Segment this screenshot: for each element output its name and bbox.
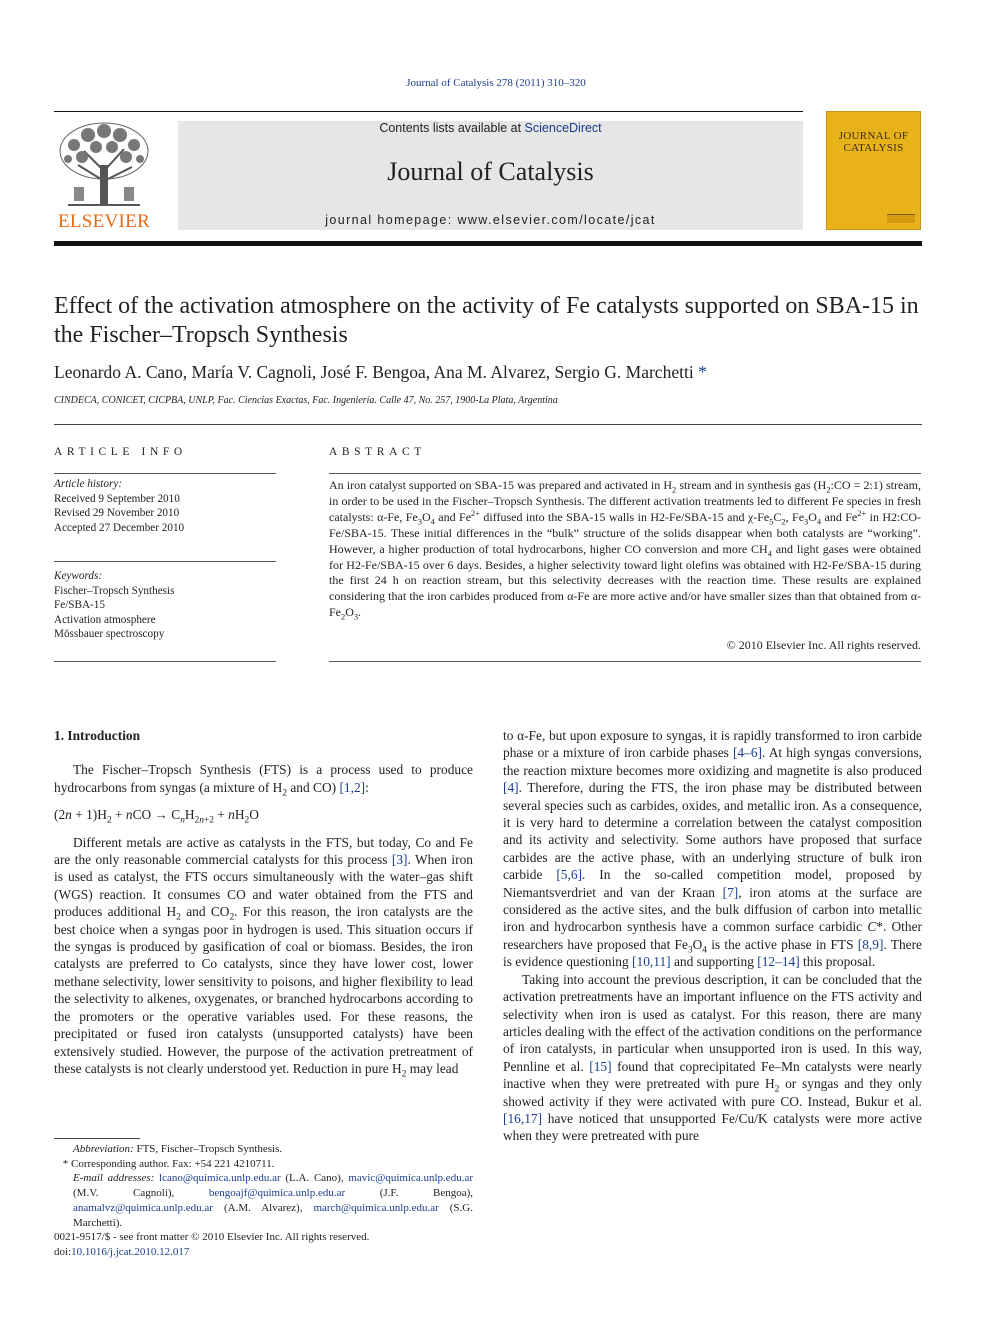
equation: $(2n + 1)H_2$ + nCO → $C_nH_{2n+2} + nH_2O$	[54, 807, 259, 826]
citation-link[interactable]: [4–6]	[732, 745, 762, 761]
paragraph: The Fischer–Tropsch Synthesis (FTS) is a process used to produce hydrocarbons from syngas (a mixture of $H_2$ and CO) [1,2]:	[54, 762, 473, 799]
journal-title: Journal of Catalysis	[387, 157, 594, 186]
email-link[interactable]: lcano@quimica.unlp.edu.ar	[159, 1172, 281, 1185]
keywords-label: Keywords:	[54, 570, 103, 582]
history-label: Article history:	[54, 478, 123, 490]
tree-icon	[54, 121, 154, 209]
front-matter-footer	[54, 1230, 369, 1259]
citation-link[interactable]: [7]	[722, 884, 739, 900]
abbreviation-label: Abbreviation:	[73, 1143, 134, 1155]
header-rule	[54, 111, 803, 112]
abbreviation-note	[54, 1142, 473, 1157]
corresponding-note: * Corresponding author. Fax: +54 221 4210711.	[60, 1157, 275, 1170]
abstract-rule-bottom	[329, 661, 921, 662]
journal-homepage[interactable]: journal homepage: www.elsevier.com/locate/jcat	[325, 213, 656, 227]
email-link[interactable]: march@quimica.unlp.edu.ar	[313, 1201, 439, 1214]
article-info-rule-mid	[54, 561, 276, 562]
abstract-text: An iron catalyst supported on SBA-15 was prepared and activated in $H_2$ stream and in synthesis gas ($H_2:CO$ = 2:1) stream, in order to be used in the Fischer–Tropsch Synthesis. The different activation treatments led to different Fe species in fresh catalysts: α-Fe, $Fe_3O_4$ and $Fe^{2+}$ diffused into the SBA-15 walls in H2-Fe/SBA-15 and $\chi-Fe_5C_2$, $Fe_3O_4$ and $Fe^{2+}$ in H2:CO-Fe/SBA-15. These initial differences in the “bulk” structure of the solids disappear when both catalysts are “working”. However, a higher production of total hydrocarbons, higher CO conversion and more $CH_4$ and light gases were obtained for H2-Fe/SBA-15 over 6 days. Besides, a higher selectivity toward light olefins was obtained with H2-Fe/SBA-15 during the first 24 h on reaction stream, but this selectivity decreases with the reaction time. These results are explained considering that the iron carbides produced from α-Fe are more active and/or have smaller sizes than that obtained from $\alpha-Fe_2O_3$.	[329, 478, 922, 622]
elsevier-logo[interactable]	[54, 121, 154, 233]
section-heading: 1. Introduction	[54, 728, 141, 743]
abstract-heading: ABSTRACT	[329, 446, 426, 458]
keywords	[54, 569, 276, 642]
citation-link[interactable]: [4]	[503, 780, 519, 796]
citation-link[interactable]: [1,2]	[339, 779, 366, 795]
title-rule	[54, 424, 922, 425]
footnotes	[54, 1142, 473, 1230]
citation-link[interactable]: [8,9]	[857, 936, 884, 952]
sciencedirect-link[interactable]: ScienceDirect	[524, 121, 602, 135]
body-column-left	[54, 727, 473, 1080]
doi-line	[54, 1245, 369, 1260]
footnote-rule	[54, 1138, 140, 1139]
journal-reference[interactable]: Journal of Catalysis 278 (2011) 310–320	[406, 77, 586, 89]
email-link[interactable]: bengoajf@quimica.unlp.edu.ar	[208, 1187, 346, 1200]
doi-link[interactable]: 10.1016/j.jcat.2010.12.017	[71, 1245, 190, 1258]
received-date: Received 9 September 2010	[54, 492, 180, 505]
keyword: Fe/SBA-15	[54, 599, 105, 611]
abstract-rule-top	[329, 473, 921, 474]
article-info-heading: ARTICLE INFO	[54, 446, 187, 458]
article-title: Effect of the activation atmosphere on the activity of Fe catalysts supported on SBA-15 in the Fischer–Tropsch Synthesis	[54, 293, 919, 348]
abstract-copyright: © 2010 Elsevier Inc. All rights reserved.	[726, 638, 921, 652]
citation-link[interactable]: [3]	[391, 852, 408, 868]
cover-imprint	[887, 214, 915, 223]
article-info-rule-bottom	[54, 661, 276, 662]
doi-prefix: doi:	[54, 1245, 72, 1258]
paragraph: Different metals are active as catalysts in the FTS, but today, Co and Fe are the only reasonable commercial catalysts for this process [3]. When iron is used as catalyst, the FTS occurs simultaneously with the water–gas shift (WGS) reaction. It consumes CO and water obtained from the FTS and produces additional $H_2$ and $CO_2$. For this reason, the iron catalysts are the best choice when a syngas poor in hydrogen is used. This situation occurs if the syngas is produced by gasification of coal or biomass. Besides, the iron catalysts are preferred to Co catalysts, since they have lower cost, lower methane selectivity, lower sensitivity to poisons, and higher flexibility to lead the selectivity to alkenes, oxygenates, or branched hydrocarbons according to the promoters or the operative variables used. For these reasons, the precipitated or fused iron catalysts (unsupported catalysts) have been extensively studied. However, the purpose of the activation pretreatment of these catalysts is not clearly understood yet. Reduction in pure $H_2$ may lead	[54, 834, 473, 1080]
cover-title-line2: CATALYSIS	[843, 142, 904, 154]
citation-link[interactable]: [16,17]	[503, 1110, 543, 1126]
email-note: E-mail addresses: lcano@quimica.unlp.edu.ar (L.A. Cano), mavic@quimica.unlp.edu.ar (M.V. Cagnoli), bengoajf@quimica.unlp.edu.ar (J.F. Bengoa), anamalvz@quimica.unlp.edu.ar (A.M. Alvarez), march@quimica.unlp.edu.ar (S.G. Marchetti).	[73, 1172, 473, 1229]
keyword: Fischer–Tropsch Synthesis	[54, 584, 175, 597]
citation-link[interactable]: [10,11]	[632, 954, 671, 970]
keyword: Activation atmosphere	[54, 613, 156, 626]
cover-title-line1: JOURNAL OF	[838, 130, 909, 142]
email-link[interactable]: anamalvz@quimica.unlp.edu.ar	[73, 1201, 213, 1214]
affiliation: CINDECA, CONICET, CICPBA, UNLP, Fac. Ciencias Exactas, Fac. Ingeniería. Calle 47, No. 257, 1900-La Plata, Argentina	[54, 395, 558, 406]
abbreviation-text: FTS, Fischer–Tropsch Synthesis.	[133, 1143, 283, 1155]
article-info-rule-top	[54, 473, 276, 474]
corresponding-text: Corresponding author. Fax: +54 221 4210711.	[71, 1157, 275, 1170]
contents-prefix: Contents lists available at	[379, 121, 525, 135]
paragraph: to α-Fe, but upon exposure to syngas, it is rapidly transformed to iron carbide phase or a mixture of iron carbide phases [4–6]. At high syngas conversions, the reaction mixture becomes more oxidizing and magnetite is also produced [4]. Therefore, during the FTS, the iron phase may be distributed between several species such as carbides, oxides, and metallic iron. As a consequence, it is very hard to determine a correlation between the catalyst composition and its activity and selectivity. Some authors have proposed that surface carbides are the active phase, with an underlying structure of bulk iron carbide [5,6]. In the so-called competition model, proposed by Niemantsverdriet and van der Kraan [7], iron atoms at the surface are considered as the active sites, and the bulk diffusion of carbon into metallic iron and hydrocarbon synthesis have a common surface carbidic C*. Other researchers have proposed that $Fe_3O_4$ is the active phase in FTS [8,9]. There is evidence questioning [10,11] and supporting [12–14] this proposal.	[503, 728, 923, 970]
citation-link[interactable]: [5,6]	[556, 867, 583, 883]
paragraph: Taking into account the previous description, it can be concluded that the activation pretreatments have an important influence on the FTS activity and selectivity when iron is used as catalyst. For this reason, there are many articles dealing with the effect of the activation conditions on the performance of iron catalysts, in particular when unsupported iron is used. In this way, Pennline et al. [15] found that coprecipitated Fe–Mn catalysts were nearly inactive when they were pretreated with pure $H_2$ or syngas and they only showed activity if they were activated with pure CO. Instead, Bukur et al. [16,17] have noticed that unsupported Fe/Cu/K catalysts were more active when they were pretreated with pure	[503, 971, 922, 1144]
issn-line: 0021-9517/$ - see front matter © 2010 Elsevier Inc. All rights reserved.	[54, 1231, 370, 1243]
email-label: E-mail addresses:	[73, 1172, 155, 1185]
article-history	[54, 477, 276, 535]
email-link[interactable]: mavic@quimica.unlp.edu.ar	[348, 1172, 473, 1185]
header-thick-rule	[54, 241, 922, 246]
corresponding-author-mark[interactable]: *	[698, 362, 707, 382]
revised-date: Revised 29 November 2010	[54, 507, 180, 519]
author-list	[54, 362, 707, 383]
accepted-date: Accepted 27 December 2010	[54, 521, 185, 534]
citation-link[interactable]: [15]	[589, 1058, 612, 1074]
journal-cover[interactable]	[826, 111, 921, 230]
contents-line	[178, 121, 803, 135]
citation-link[interactable]: [12–14]	[757, 954, 800, 970]
journal-banner	[178, 121, 803, 230]
body-column-right	[503, 727, 922, 1145]
keyword: Mössbauer spectroscopy	[54, 628, 165, 640]
authors-text: Leonardo A. Cano, María V. Cagnoli, José F. Bengoa, Ana M. Alvarez, Sergio G. Marchetti	[54, 362, 694, 382]
cover-title	[827, 130, 920, 154]
publisher-wordmark: ELSEVIER	[57, 211, 151, 232]
